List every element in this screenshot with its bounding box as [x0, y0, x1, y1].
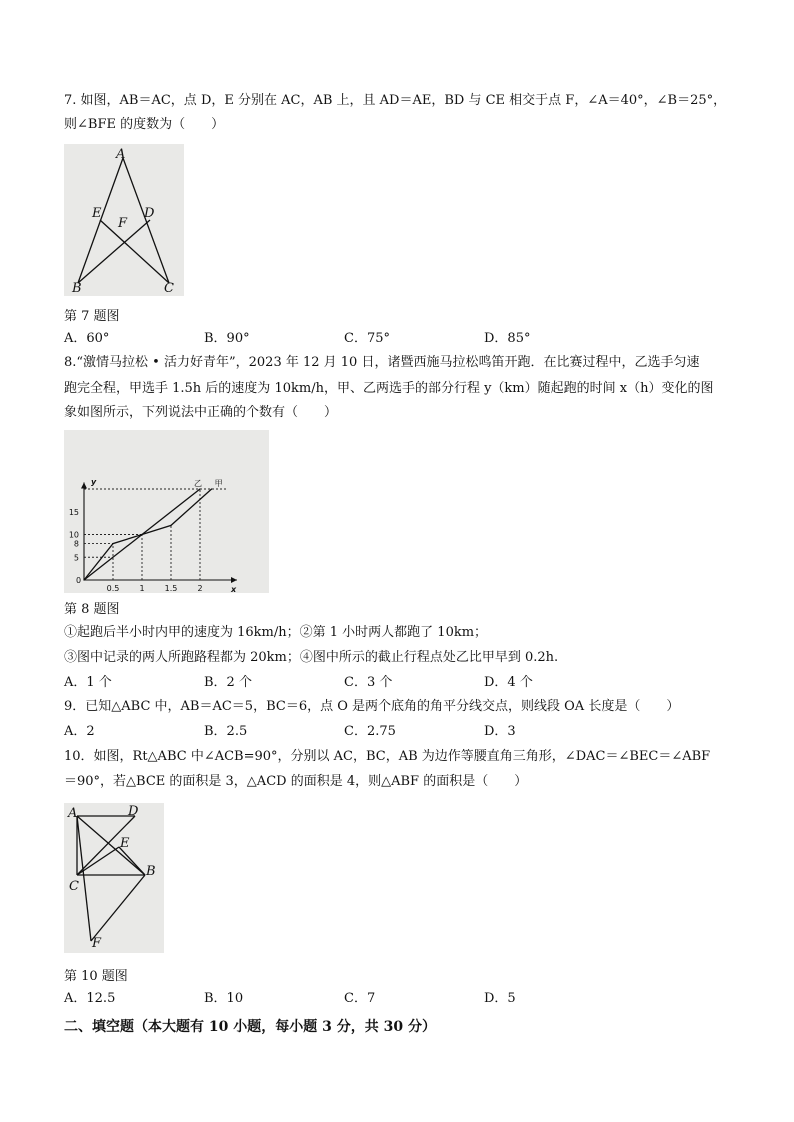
- q10-text-line2: ＝90°，若△BCE 的面积是 3，△ACD 的面积是 4，则△ABF 的面积是（ ）: [64, 774, 528, 789]
- q10-label-a: A: [68, 806, 78, 821]
- q8-chart-background: [64, 430, 269, 593]
- q7-option-c[interactable]: C．75°: [344, 331, 390, 346]
- q8-statements-line1: ①起跑后半小时内甲的速度为 16km/h；②第 1 小时两人都跑了 10km；: [64, 625, 488, 640]
- q10-text-line1: 10．如图，Rt△ABC 中∠ACB=90°，分别以 AC，BC，AB 为边作等腰直角三角形，∠DAC＝∠BEC＝∠ABF: [64, 749, 711, 764]
- q7-caption: 第 7 题图: [64, 309, 120, 324]
- q7-label-d: D: [144, 206, 155, 221]
- q8-statements-line2: ③图中记录的两人所跑路程都为 20km；④图中所示的截止行程点处乙比甲早到 0.2h.: [64, 650, 559, 665]
- chart-x-tick-label-0: 0.5: [106, 584, 120, 593]
- q8-option-b[interactable]: B．2 个: [204, 675, 252, 690]
- q9-option-b[interactable]: B．2.5: [204, 724, 248, 739]
- q7-label-b: B: [72, 281, 82, 296]
- q10-option-d[interactable]: D．5: [484, 991, 516, 1006]
- q10-label-f: F: [92, 936, 102, 951]
- q8-option-c[interactable]: C．3 个: [344, 675, 393, 690]
- q8-options: [64, 674, 624, 692]
- q9-option-d[interactable]: D．3: [484, 724, 516, 739]
- chart-y-tick-label-0: 5: [73, 553, 79, 563]
- q8-chart: [64, 430, 269, 593]
- chart-x-axis-label: x: [231, 585, 237, 593]
- q9-text: 9．已知△ABC 中，AB＝AC＝5，BC＝6，点 O 是两个底角的角平分线交点，则线段 OA 长度是（ ）: [64, 699, 680, 714]
- q9-option-a[interactable]: A．2: [64, 724, 95, 739]
- q7-option-a[interactable]: A．60°: [64, 331, 110, 346]
- chart-y-tick-label-3: 15: [68, 507, 79, 517]
- chart-x-tick-label-3: 2: [197, 584, 203, 593]
- q8-option-a[interactable]: A．1 个: [64, 675, 112, 690]
- q7-text-line1: 7. 如图，AB＝AC，点 D，E 分别在 AC，AB 上，且 AD＝AE，BD 与 CE 相交于点 F，∠A＝40°，∠B＝25°，: [64, 93, 727, 108]
- chart-x-tick-label-2: 1.5: [164, 584, 178, 593]
- q8-text-line3: 象如图所示，下列说法中正确的个数有（ ）: [64, 405, 338, 420]
- q8-text-line2: 跑完全程，甲选手 1.5h 后的速度为 10km/h，甲、乙两选手的部分行程 y（km）随起跑的时间 x（h）变化的图: [64, 381, 714, 396]
- chart-series-label-jia: 甲: [214, 479, 223, 488]
- q7-option-d[interactable]: D．85°: [484, 331, 531, 346]
- q10-label-d: D: [128, 804, 139, 819]
- q10-label-c: C: [69, 879, 79, 894]
- q9-options: [64, 723, 624, 741]
- chart-y-axis-label: y: [91, 477, 97, 487]
- chart-series-1-point-0: [83, 579, 84, 580]
- q7-label-c: C: [164, 281, 174, 296]
- q8-option-d[interactable]: D．4 个: [484, 675, 533, 690]
- q7-label-f: F: [118, 216, 128, 231]
- q10-label-e: E: [120, 836, 130, 851]
- chart-series-0-point-3: [170, 525, 171, 526]
- chart-x-tick-label-1: 1: [139, 584, 145, 593]
- q7-figure: [64, 144, 184, 296]
- q7-options: [64, 330, 624, 348]
- q10-option-b[interactable]: B．10: [204, 991, 244, 1006]
- q8-caption: 第 8 题图: [64, 602, 120, 617]
- q7-option-b[interactable]: B．90°: [204, 331, 250, 346]
- q10-caption: 第 10 题图: [64, 969, 128, 984]
- q10-options: [64, 990, 624, 1008]
- chart-y-tick-label-2: 10: [68, 530, 79, 540]
- q10-label-b: B: [146, 864, 156, 879]
- q7-label-e: E: [92, 206, 102, 221]
- q7-text-line2: 则∠BFE 的度数为（ ）: [64, 117, 225, 132]
- q10-option-c[interactable]: C．7: [344, 991, 376, 1006]
- q10-option-a[interactable]: A．12.5: [64, 991, 116, 1006]
- chart-y-tick-label-1: 8: [73, 539, 79, 549]
- q8-text-line1: 8.“激情马拉松 • 活力好青年”，2023 年 12 月 10 日，诸暨西施马拉松鸣笛开跑．在比赛过程中，乙选手匀速: [64, 355, 700, 370]
- chart-series-0-point-1: [112, 543, 113, 544]
- chart-origin-label: 0: [76, 576, 82, 585]
- section2-heading: 二、填空题（本大题有 10 小题，每小题 3 分，共 30 分）: [64, 1019, 436, 1035]
- chart-series-0-point-4: [211, 488, 212, 489]
- chart-series-label-yi: 乙: [194, 479, 202, 488]
- q9-option-c[interactable]: C．2.75: [344, 724, 396, 739]
- q7-label-a: A: [116, 147, 126, 162]
- q10-figure: [64, 803, 164, 953]
- chart-series-1-point-1: [199, 488, 200, 489]
